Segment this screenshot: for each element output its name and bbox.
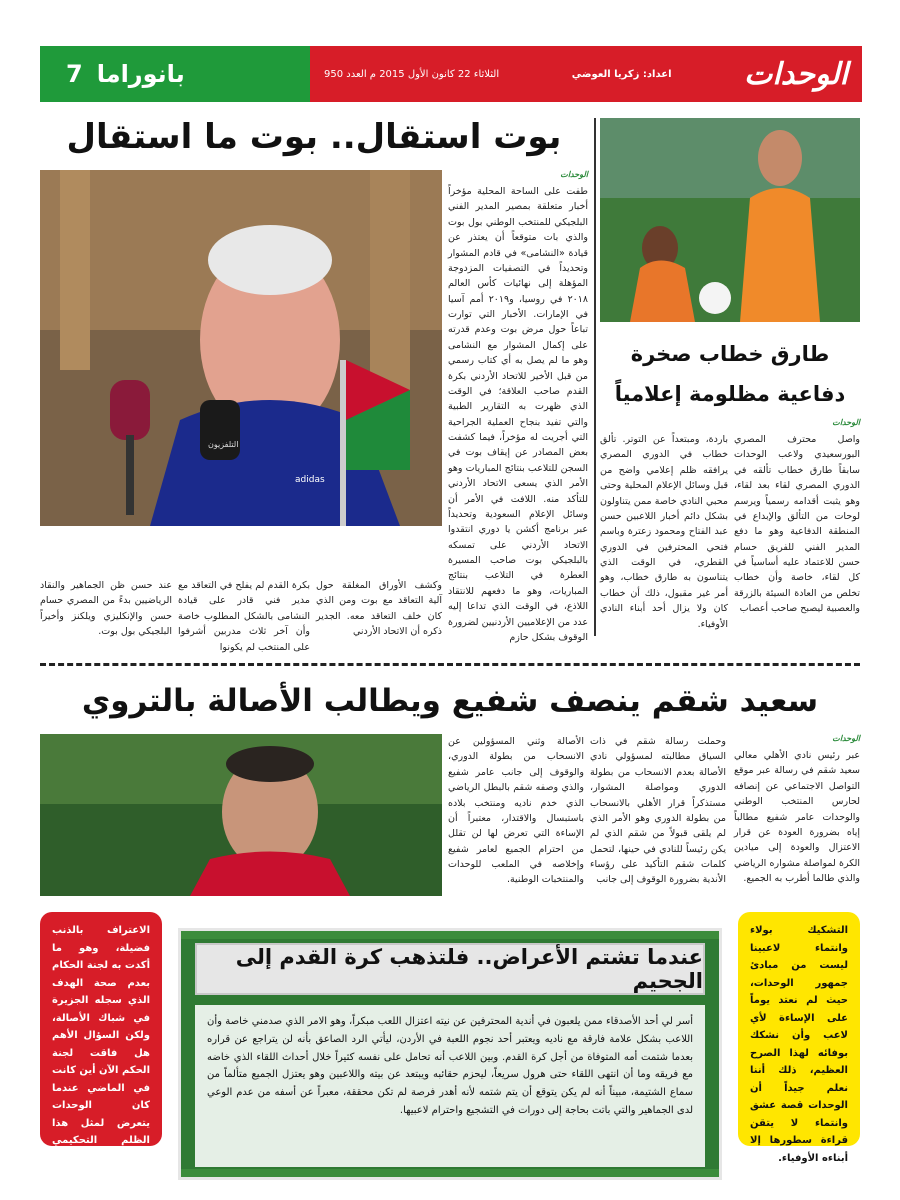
- page-header: [40, 46, 862, 102]
- section-separator: [40, 663, 860, 666]
- issue-date: الثلاثاء 22 كانون الأول 2015 م العدد 950: [324, 68, 500, 80]
- mic-flag-text: التلفزيون: [208, 440, 239, 449]
- jersey-brand-text: adidas: [295, 475, 325, 485]
- article3-col3: الأصالة وثني المسؤولين عن الانسحاب من بطولة الدوري، والوقوف إلى جانب عامر شفيع والذي وصفه شقم بالبطل الرياضي الذي خدم ناديه ومنتخب بلاده باستبسال والاقتدار، معتبراً أن الإساءة التي تعرض لها لن تقلل من احترام الجميع لعامر شفيع وإخلاصه في الملعب للوحدات والمنتخبات الوطنية.: [448, 736, 584, 886]
- article2-col2: باردة، ومبتعداً عن التوتر. تألق خطاب في الدوري المصري يرافقه ظلم إعلامي واضح من قبل وسائل الإعلام المحلية وحتى محبي النادي خاصة ممن يتناولون بشكل دائم أخبار اللاعبين حسن عبد الفتاح ومحمود زعترة وباسم فتحي المحترفين في الدوري القطري، في الوقت الذي يتناسون به طارق خطاب، وهو أمر غير مقبول، ذلك أن خطاب كان ولا يزال أحد أبناء النادي الأوفياء.: [600, 434, 728, 630]
- article3-col2: وحملت رسالة شقم في ذات السياق مطالبته لمسؤولي نادي الأصالة بعدم الانسحاب من بطولة الدوري ومواصلة المشوار، مستذكراً قرار الأهلي بالانسحاب من بطولة الدوري وهو الأمر الذي لم يلقى قبولاً من شقم الذي لم يكن رئيساً للنادي في حينها، لتحمل كلمات شقم التأكيد على رؤساء الأندية بضرورة الوقوف إلى جانب: [590, 736, 726, 886]
- article1-col4: عند حسن ظن الجماهير والنقاد الرياضيين بدءً من المصري حسام حسن والإنكليزي ويلكنز وأخيراً البلجيكي بول بوت.: [40, 580, 172, 638]
- editor-credit: اعداد: زكريا العوضي: [571, 68, 672, 80]
- article1-headline: بوت استقال.. بوت ما استقال: [66, 117, 562, 157]
- article4-body: أسر لي أحد الأصدقاء ممن يلعبون في أندية المحترفين عن نيته اعتزال اللعب مبكراً، وهو الامر الذي صدمني خاصة وأن اللاعب بشكل علامة فارقة مع ناديه ويعتبر أحد نجوم اللعبة في الأردن، ليأتي الرد الصاعق بأنه لن يتراجع عن قراره بعدما شتمت أمه المتوفاة من أجل كرة القدم. وبين اللاعب أنه تحامل على نفسه كثيراً خلال أحداث اللقاء الذي خاضه مع فريقه وما أن انتهى اللقاء حتى هرول سريعاً، ليحزم حقائبه ويبتعد عن بيته واللاعبين وهو يعتزل الجميع متألماً من سماع الشتيمة، مبيناً أنه لم يكن يتوقع أن يتم شتمه لأنه أهدر فرصة لم تكن محققة، معبراً عن أسفه من عدم الوعي لدى الجماهير والتي باتت بحاجة إلى دورات في التشجيع واحترام لاعبيها.: [195, 1005, 705, 1167]
- section-banner: [40, 46, 310, 102]
- article3-kicker: الوحدات: [832, 734, 860, 743]
- article1-col1: طفت على الساحة المحلية مؤخراً أخبار متعلقة بمصير المدير الفني البلجيكي للمنتخب الوطني بول بوت والذي بات متوقعاً أن يعتذر عن قيادة «النشامى» في قادم المشوار وتحديداً في التصفيات المزدوجة المؤهلة إلى نهائيات كأس العالم ٢٠١٨ في روسيا، و٢٠١٩ أمم آسيا في الإمارات. الأخبار التي توارت تباعاً حول مرض بوت وعدم قدرته على إكمال المشوار مع النشامى وهو ما لم يصل به أي كتاب رسمي من قبل الأخير للاتحاد الأردني بكرة القدم صاحب العلاقة؛ في الوقت الذي ظهرت به التقارير الطبية والتي تفيد بنجاح العملية الجراحية التي أجريت له مؤخراً، فيما كشفت بعض المصادر عن إيقاف بوت في السجن للتلاعب بنتائج المباريات وهو الأمر الذي يسعى الاتحاد الأردني للتأكد منه. اللافت في الأمر أن وسائل الإعلام السعودية وتحديداً عبر برنامج أكشن يا دوري انتقدوا الاتحاد الأردني على تمسكه بالبلجيكي بوت صاحب المسيرة العطرة في التلاعب بنتائج المباريات، وهو ما دفعهم للانتقاد اللاذع، في الوقت الذي تداعا إليه عدد من الإعلاميين الأردنيين لضرورة الوقوف بشكل حازم: [448, 186, 588, 643]
- section-name: بانوراما: [96, 60, 185, 88]
- article1-col2: وكشف الأوراق المغلقة حول آلية التعاقد مع بوت ومن الذي كان خلف التعاقد معه. الجدير ذكره أن الاتحاد الأردني: [316, 580, 442, 638]
- president-photo: [40, 734, 442, 896]
- coach-photo: [40, 170, 442, 526]
- article4-headline: عندما تشتم الأعراض.. فلتذهب كرة القدم إلى الجحيم: [195, 943, 705, 995]
- article1-kicker: الوحدات: [560, 170, 588, 179]
- masthead-bar: [310, 46, 862, 102]
- article2-col1: واصل محترف المصري البورسعيدي ولاعب الوحدات سابقاً طارق خطاب تألقه في الدوري المصري لقاء بعد لقاء، وهو يثبت أقدامه رسمياً ويرسم لوحات من التألق والإبداع في المنطقة الدفاعية وهو ما دفع المدير الفني للفريق حسام حسن للاعتماد عليه أساسياً في كل لقاء، خاصة وأن خطاب تخلص من العادة السيئة بالزرقة والعصبية ليصبح صاحب أعصاب: [734, 434, 860, 615]
- article2-headline-line2: دفاعية مظلومة إعلامياً: [614, 382, 846, 406]
- article1-col3: بكرة القدم لم يفلح في التعاقد مع مدير فني قادر على قيادة النشامى بالشكل المطلوب خاصة وأن آخر ثلاث مدربين أشرفوا على المنتخب لم يكونوا: [178, 580, 310, 653]
- column-divider: [594, 118, 596, 636]
- player-training-photo: [600, 118, 860, 322]
- article3-headline: سعيد شقم ينصف شفيع ويطالب الأصالة بالتروي: [81, 683, 819, 719]
- article2-kicker: الوحدات: [832, 418, 860, 427]
- yellow-note-box: التشكيك بولاء وانتماء لاعبينا ليست من مبادئ جمهور الوحدات، حيث لم نعتد يوماً على الإساءة لأي لاعب وأن نشكك بوفائه لهذا الصرح العظيم، ذلك أننا نعلم جيداً أن الوحدات قصة عشق وانتماء لا يتقن قراءة سطورها إلا أبناءه الأوفياء.: [738, 912, 860, 1146]
- page-number: 7: [66, 60, 83, 88]
- article2-headline: [600, 334, 860, 414]
- masthead-logo: الوحدات: [744, 56, 848, 92]
- red-note-box: الاعتراف بالذنب فضيلة، وهو ما أكدت به لجنة الحكام بعدم صحة الهدف الذي سجله الجزيرة في شباك الأصالة، ولكن السؤال الأهم هل فاقت لجنة الحكم الآن أين كانت في الماضي عندما كان الوحدات يتعرض لمثل هذا الظلم التحكيمي الفادح.: [40, 912, 162, 1146]
- article3-col1: عبر رئيس نادي الأهلي معالي سعيد شقم في رسالة عبر موقع التواصل الاجتماعي عن إنصافه لحارس المنتخب الوطني والوحدات عامر شفيع مطالباً إياه بضرورة العودة عن قرار الاعتزال والعودة إلى ميادين الكرة لمواصلة مشواره الرياضي والذي طالما أطرب به الجميع.: [734, 750, 860, 884]
- opinion-box: [178, 928, 722, 1180]
- article2-headline-line1: طارق خطاب صخرة: [630, 342, 830, 366]
